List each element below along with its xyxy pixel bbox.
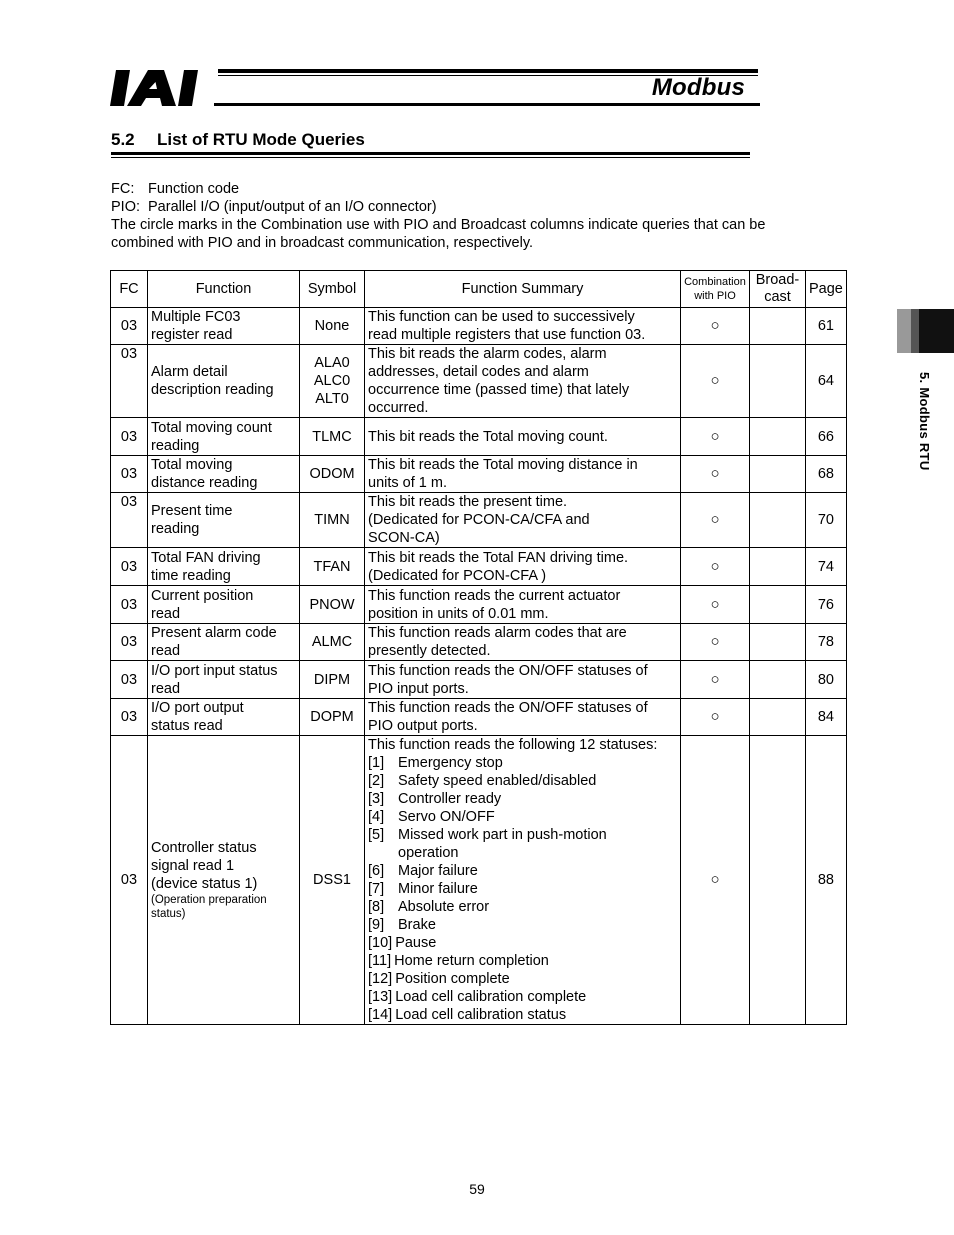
cell-combination-circle: ○ — [681, 699, 750, 736]
cell-summary — [365, 736, 681, 1025]
cell-combination-circle: ○ — [681, 345, 750, 418]
cell-fc: 03 — [111, 624, 148, 661]
cell-combination-circle: ○ — [681, 308, 750, 345]
summary-line: PIO input ports. — [368, 680, 469, 697]
status-text: Position complete — [395, 971, 510, 987]
cell-combination-circle: ○ — [681, 661, 750, 699]
cell-combination-circle: ○ — [681, 456, 750, 493]
section-number: 5.2 — [111, 130, 135, 149]
section-rule-thin — [111, 157, 750, 158]
function-line: Current position — [151, 587, 254, 604]
cell-broadcast — [750, 586, 806, 624]
header-function: Function — [148, 271, 300, 308]
cell-summary — [365, 345, 681, 418]
function-line: signal read 1 — [151, 858, 235, 874]
status-text: Minor failure — [398, 881, 478, 897]
cell-fc: 03 — [111, 493, 148, 548]
status-text: Controller ready — [398, 791, 502, 807]
header-symbol: Symbol — [300, 271, 365, 308]
symbol-line: ALC0 — [313, 373, 351, 389]
summary-line: This bit reads the alarm codes, alarm — [368, 346, 607, 362]
section-heading — [111, 130, 365, 150]
status-text: operation — [398, 845, 459, 861]
status-text: Missed work part in push-motion — [398, 827, 607, 843]
header-title: Modbus — [651, 74, 745, 101]
cell-function — [148, 308, 300, 345]
cell-function — [148, 456, 300, 493]
function-line: Multiple FC03 — [151, 309, 241, 325]
status-number: [14] — [368, 1007, 393, 1023]
cell-broadcast — [750, 699, 806, 736]
header-broadcast: Broad- cast — [750, 271, 806, 308]
symbol-line: ALA0 — [314, 355, 350, 371]
function-note-line: status) — [151, 908, 186, 920]
table-row — [111, 661, 847, 699]
cell-fc: 03 — [111, 308, 148, 345]
intro-note: The circle marks in the Combination use with PIO and Broadcast columns indicate queries that can be combined with PIO and in broadcast communication, respectively. — [111, 217, 766, 251]
status-list-item — [368, 988, 677, 1006]
function-line: time reading — [151, 567, 231, 584]
function-line: Total moving — [151, 457, 233, 473]
summary-line: SCON-CA) — [368, 530, 440, 546]
status-text: Absolute error — [398, 899, 490, 915]
status-number: [11] — [368, 953, 392, 969]
rtu-queries-table — [110, 270, 847, 1025]
status-number: [3] — [368, 791, 385, 807]
summary-line: This bit reads the Total moving distance in — [368, 457, 638, 473]
status-list-item — [368, 952, 677, 970]
summary-line: This bit reads the Total moving count. — [368, 428, 608, 445]
summary-line: presently detected. — [368, 643, 491, 659]
summary-line: PIO output ports. — [368, 718, 478, 734]
cell-page: 88 — [806, 736, 847, 1025]
cell-combination-circle: ○ — [681, 548, 750, 586]
cell-function — [148, 345, 300, 418]
status-list-item — [368, 754, 677, 772]
status-number: [9] — [368, 917, 385, 933]
header-rule-bottom — [214, 103, 760, 106]
cell-summary — [365, 699, 681, 736]
summary-line: This bit reads the Total FAN driving time. — [368, 549, 629, 566]
cell-function — [148, 418, 300, 456]
cell-combination-circle: ○ — [681, 418, 750, 456]
cell-fc: 03 — [111, 548, 148, 586]
table-row-status — [111, 736, 847, 1025]
status-number: [10] — [368, 935, 393, 951]
table-row — [111, 548, 847, 586]
summary-line: units of 1 m. — [368, 475, 447, 491]
table-row — [111, 308, 847, 345]
symbol-line: DIPM — [313, 671, 351, 688]
status-number: [12] — [368, 971, 393, 987]
function-line: I/O port input status — [151, 662, 278, 679]
function-line: distance reading — [151, 475, 258, 491]
cell-symbol — [300, 586, 365, 624]
symbol-line: PNOW — [309, 596, 355, 613]
status-number: [8] — [368, 899, 385, 915]
cell-fc: 03 — [111, 456, 148, 493]
cell-symbol — [300, 456, 365, 493]
cell-fc: 03 — [111, 661, 148, 699]
status-text: Emergency stop — [398, 755, 503, 771]
cell-function — [148, 661, 300, 699]
function-line: read — [151, 643, 181, 659]
function-line: Total moving count — [151, 419, 272, 436]
cell-symbol — [300, 661, 365, 699]
cell-broadcast — [750, 493, 806, 548]
table-row — [111, 624, 847, 661]
status-number: [7] — [368, 881, 385, 897]
summary-line: This bit reads the present time. — [368, 494, 568, 510]
cell-fc: 03 — [111, 586, 148, 624]
cell-page: 74 — [806, 548, 847, 586]
header-fc: FC — [111, 271, 148, 308]
summary-line: This function can be used to successively — [368, 309, 635, 325]
table-row — [111, 456, 847, 493]
status-text: Safety speed enabled/disabled — [398, 773, 597, 789]
function-line: Controller status — [151, 840, 257, 856]
cell-function — [148, 493, 300, 548]
status-list-item — [368, 808, 677, 826]
status-list-item — [368, 898, 677, 916]
cell-symbol — [300, 308, 365, 345]
table-row — [111, 699, 847, 736]
function-line: read — [151, 605, 181, 622]
symbol-line: None — [314, 318, 350, 334]
function-line: (device status 1) — [151, 876, 258, 892]
status-list-item — [368, 862, 677, 880]
function-line: status read — [151, 718, 223, 734]
status-number: [1] — [368, 755, 385, 771]
function-note-line: (Operation preparation — [151, 894, 267, 906]
intro-pio: PIO: Parallel I/O (input/output of an I/O connector) — [111, 199, 437, 215]
symbol-line: ODOM — [309, 466, 355, 482]
cell-broadcast — [750, 345, 806, 418]
status-text: Load cell calibration status — [395, 1007, 567, 1023]
function-line: Alarm detail — [151, 364, 228, 380]
status-number: [13] — [368, 989, 393, 1005]
summary-line: (Dedicated for PCON-CA/CFA and — [368, 512, 590, 528]
section-title: List of RTU Mode Queries — [157, 130, 365, 149]
symbol-line: ALMC — [311, 634, 353, 650]
status-list-item — [368, 880, 677, 898]
cell-broadcast — [750, 418, 806, 456]
cell-page: 84 — [806, 699, 847, 736]
function-line: register read — [151, 327, 233, 343]
status-number: [6] — [368, 863, 385, 879]
status-list-item — [368, 916, 677, 934]
cell-summary — [365, 456, 681, 493]
intro-text — [111, 180, 831, 252]
status-number: [2] — [368, 773, 385, 789]
status-text: Home return completion — [394, 953, 549, 969]
summary-line: (Dedicated for PCON-CFA ) — [368, 567, 547, 584]
header-page: Page — [806, 271, 847, 308]
chapter-tab — [897, 309, 954, 353]
header-combination: Combination with PIO — [681, 271, 750, 308]
cell-broadcast — [750, 736, 806, 1025]
symbol-line: ALT0 — [315, 391, 349, 407]
cell-page: 70 — [806, 493, 847, 548]
intro-fc: FC: Function code — [111, 181, 240, 197]
cell-summary — [365, 308, 681, 345]
status-text: Servo ON/OFF — [398, 809, 495, 825]
status-text: Pause — [395, 935, 437, 951]
cell-broadcast — [750, 548, 806, 586]
function-line: read — [151, 680, 181, 697]
status-list-item — [368, 772, 677, 790]
table-row — [111, 586, 847, 624]
cell-function — [148, 699, 300, 736]
status-list-item — [368, 1006, 677, 1024]
status-list-item — [368, 934, 677, 952]
cell-symbol — [300, 493, 365, 548]
cell-function — [148, 624, 300, 661]
summary-line: This function reads the ON/OFF statuses of — [368, 700, 648, 716]
status-number: [4] — [368, 809, 385, 825]
status-list-item — [368, 970, 677, 988]
cell-broadcast — [750, 456, 806, 493]
cell-symbol: DSS1 — [300, 736, 365, 1025]
function-line: reading — [151, 521, 200, 537]
symbol-line: TIMN — [314, 512, 350, 528]
cell-page: 66 — [806, 418, 847, 456]
summary-line: addresses, detail codes and alarm — [368, 364, 589, 380]
summary-line: position in units of 0.01 mm. — [368, 605, 549, 622]
cell-summary — [365, 624, 681, 661]
header-rule-top — [218, 69, 758, 73]
header-summary: Function Summary — [365, 271, 681, 308]
table-row — [111, 493, 847, 548]
function-line: description reading — [151, 382, 274, 398]
summary-line: occurred. — [368, 400, 429, 416]
cell-combination-circle: ○ — [681, 736, 750, 1025]
cell-broadcast — [750, 308, 806, 345]
cell-page: 64 — [806, 345, 847, 418]
cell-summary — [365, 661, 681, 699]
status-text: Major failure — [398, 863, 478, 879]
table-body — [111, 308, 847, 1025]
cell-page: 68 — [806, 456, 847, 493]
cell-page: 76 — [806, 586, 847, 624]
iai-logo — [110, 68, 214, 108]
summary-line: read multiple registers that use function 03. — [368, 327, 646, 343]
summary-intro: This function reads the following 12 statuses: — [368, 737, 658, 753]
summary-line: This function reads alarm codes that are — [368, 625, 627, 641]
chapter-tab-label: 5. Modbus RTU — [917, 372, 932, 471]
function-line: Total FAN driving — [151, 549, 261, 566]
table-header-row — [111, 271, 847, 308]
cell-symbol — [300, 624, 365, 661]
cell-symbol — [300, 548, 365, 586]
summary-line: occurrence time (passed time) that lately — [368, 382, 630, 398]
status-list-item — [368, 790, 677, 808]
cell-function — [148, 548, 300, 586]
cell-page: 61 — [806, 308, 847, 345]
cell-fc: 03 — [111, 418, 148, 456]
function-line: Present time — [151, 503, 233, 519]
section-rule-thick — [111, 152, 750, 155]
cell-symbol — [300, 345, 365, 418]
cell-combination-circle: ○ — [681, 624, 750, 661]
cell-summary — [365, 548, 681, 586]
table-row — [111, 418, 847, 456]
table-row — [111, 345, 847, 418]
cell-function — [148, 586, 300, 624]
cell-broadcast — [750, 624, 806, 661]
cell-fc: 03 — [111, 736, 148, 1025]
status-list-item — [368, 844, 677, 862]
cell-page: 78 — [806, 624, 847, 661]
cell-page: 80 — [806, 661, 847, 699]
cell-summary — [365, 586, 681, 624]
status-list-item — [368, 826, 677, 844]
cell-fc: 03 — [111, 699, 148, 736]
status-number: [5] — [368, 827, 385, 843]
cell-symbol — [300, 418, 365, 456]
cell-function — [148, 736, 300, 1025]
status-text: Brake — [398, 917, 436, 933]
symbol-line: DOPM — [310, 709, 354, 725]
cell-summary — [365, 418, 681, 456]
symbol-line: TLMC — [312, 428, 352, 445]
summary-line: This function reads the ON/OFF statuses of — [368, 662, 648, 679]
function-line: Present alarm code — [151, 625, 277, 641]
cell-fc: 03 — [111, 345, 148, 418]
status-text: Load cell calibration complete — [395, 989, 587, 1005]
function-line: reading — [151, 437, 200, 454]
symbol-line: TFAN — [313, 558, 351, 575]
cell-broadcast — [750, 661, 806, 699]
cell-symbol — [300, 699, 365, 736]
function-line: I/O port output — [151, 700, 244, 716]
page-number: 59 — [469, 1181, 485, 1197]
cell-combination-circle: ○ — [681, 493, 750, 548]
cell-combination-circle: ○ — [681, 586, 750, 624]
summary-line: This function reads the current actuator — [368, 587, 621, 604]
cell-summary — [365, 493, 681, 548]
